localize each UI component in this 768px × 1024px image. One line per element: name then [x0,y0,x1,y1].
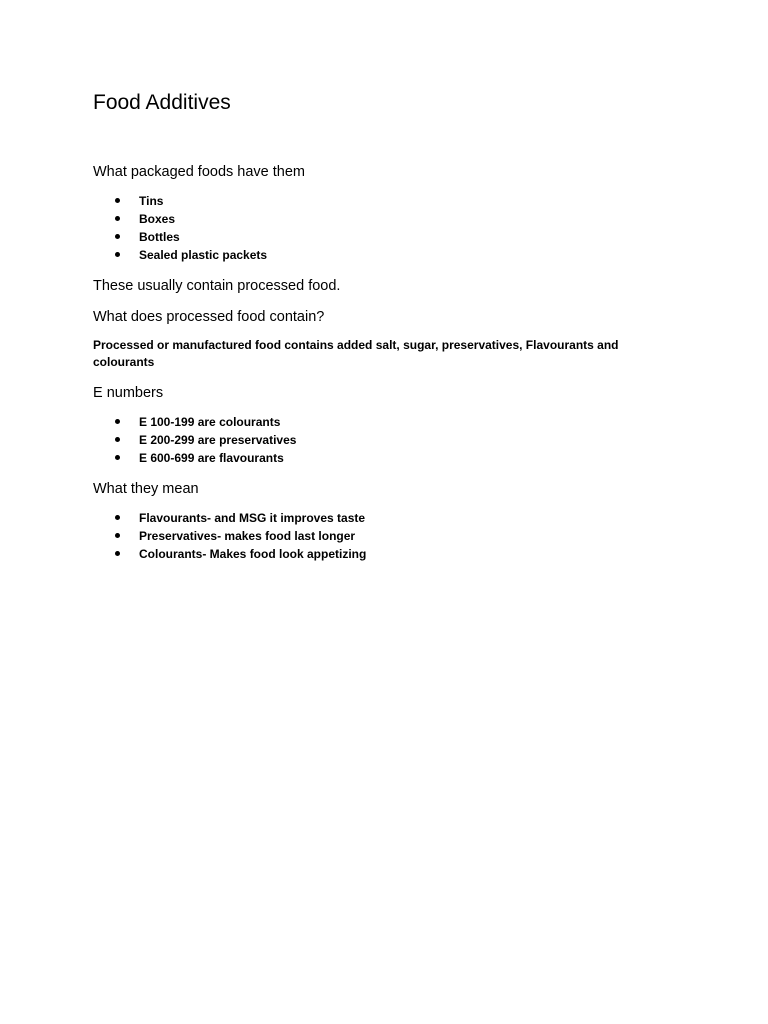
document-content [93,88,653,563]
heading-processed-contents: What does processed food contain? [93,309,325,325]
bullet-icon [115,455,120,460]
list-item: Bottles [93,228,653,246]
bullet-icon [115,533,120,538]
meaning-list [93,509,653,563]
heading-what-they-mean: What they mean [93,481,199,497]
list-item: Preservatives- makes food last longer [93,527,653,545]
list-item: Boxes [93,210,653,228]
list-item: Flavourants- and MSG it improves taste [93,509,653,527]
processed-contents-paragraph: Processed or manufactured food contains added salt, sugar, preservatives, Flavourants and colourants [93,338,619,369]
bullet-icon [115,252,120,257]
heading-packaged-foods: What packaged foods have them [93,164,305,180]
list-item: E 200-299 are preservatives [93,431,653,449]
list-item: Tins [93,192,653,210]
e-numbers-list [93,413,653,467]
processed-note: These usually contain processed food. [93,278,341,294]
list-item: E 600-699 are flavourants [93,449,653,467]
list-item: Colourants- Makes food look appetizing [93,545,653,563]
bullet-icon [115,551,120,556]
list-item: Sealed plastic packets [93,246,653,264]
bullet-icon [115,234,120,239]
packaged-foods-list [93,192,653,264]
list-item: E 100-199 are colourants [93,413,653,431]
bullet-icon [115,515,120,520]
bullet-icon [115,437,120,442]
document-title: Food Additives [93,91,231,114]
bullet-icon [115,419,120,424]
heading-e-numbers: E numbers [93,385,164,401]
bullet-icon [115,198,120,203]
bullet-icon [115,216,120,221]
